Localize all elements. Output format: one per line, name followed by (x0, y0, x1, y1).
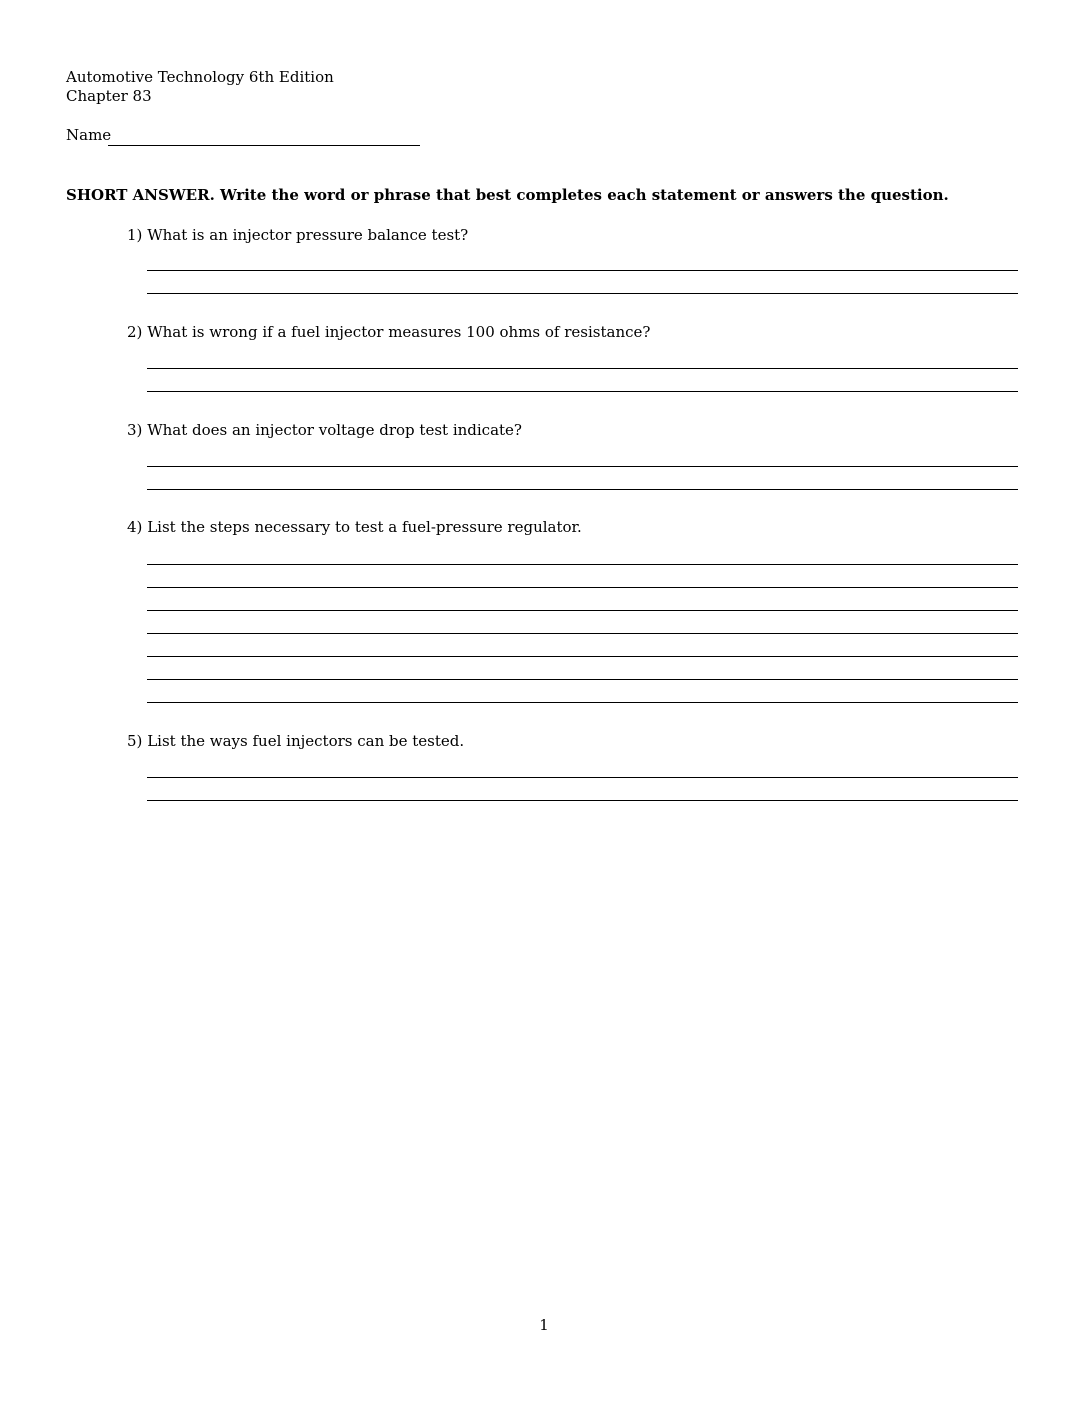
chapter-label: Chapter 83 (66, 87, 152, 105)
page-number: 1 (539, 1316, 549, 1334)
question-5-number: 5) (127, 732, 143, 750)
question-5-answer-line-1[interactable] (147, 777, 1018, 778)
question-2-text: What is wrong if a fuel injector measures 100 ohms of resistance? (147, 323, 651, 341)
question-5-text: List the ways fuel injectors can be tested. (147, 732, 465, 750)
question-3-number: 3) (127, 421, 143, 439)
question-1-answer-line-2[interactable] (147, 293, 1018, 294)
question-4-answer-line-4[interactable] (147, 633, 1018, 634)
name-label: Name (66, 126, 112, 144)
question-3-text: What does an injector voltage drop test indicate? (147, 421, 522, 439)
question-3 (127, 421, 522, 439)
question-5 (127, 732, 464, 750)
question-4-answer-line-1[interactable] (147, 564, 1018, 565)
question-1-text: What is an injector pressure balance test? (147, 226, 469, 244)
question-4-answer-line-7[interactable] (147, 702, 1018, 703)
question-2-answer-line-1[interactable] (147, 368, 1018, 369)
question-3-answer-line-1[interactable] (147, 466, 1018, 467)
question-1-number: 1) (127, 226, 143, 244)
question-5-answer-line-2[interactable] (147, 800, 1018, 801)
question-4-answer-line-3[interactable] (147, 610, 1018, 611)
instructions-text: SHORT ANSWER. Write the word or phrase that best completes each statement or answers the question. (66, 186, 949, 204)
question-2 (127, 323, 650, 341)
question-1 (127, 226, 468, 244)
book-title: Automotive Technology 6th Edition (66, 68, 334, 86)
question-3-answer-line-2[interactable] (147, 489, 1018, 490)
question-2-number: 2) (127, 323, 143, 341)
question-2-answer-line-2[interactable] (147, 391, 1018, 392)
question-4 (127, 518, 582, 536)
question-4-answer-line-6[interactable] (147, 679, 1018, 680)
question-4-number: 4) (127, 518, 143, 536)
question-4-answer-line-5[interactable] (147, 656, 1018, 657)
question-1-answer-line-1[interactable] (147, 270, 1018, 271)
question-4-text: List the steps necessary to test a fuel-pressure regulator. (147, 518, 582, 536)
name-input-line[interactable] (108, 145, 420, 146)
question-4-answer-line-2[interactable] (147, 587, 1018, 588)
